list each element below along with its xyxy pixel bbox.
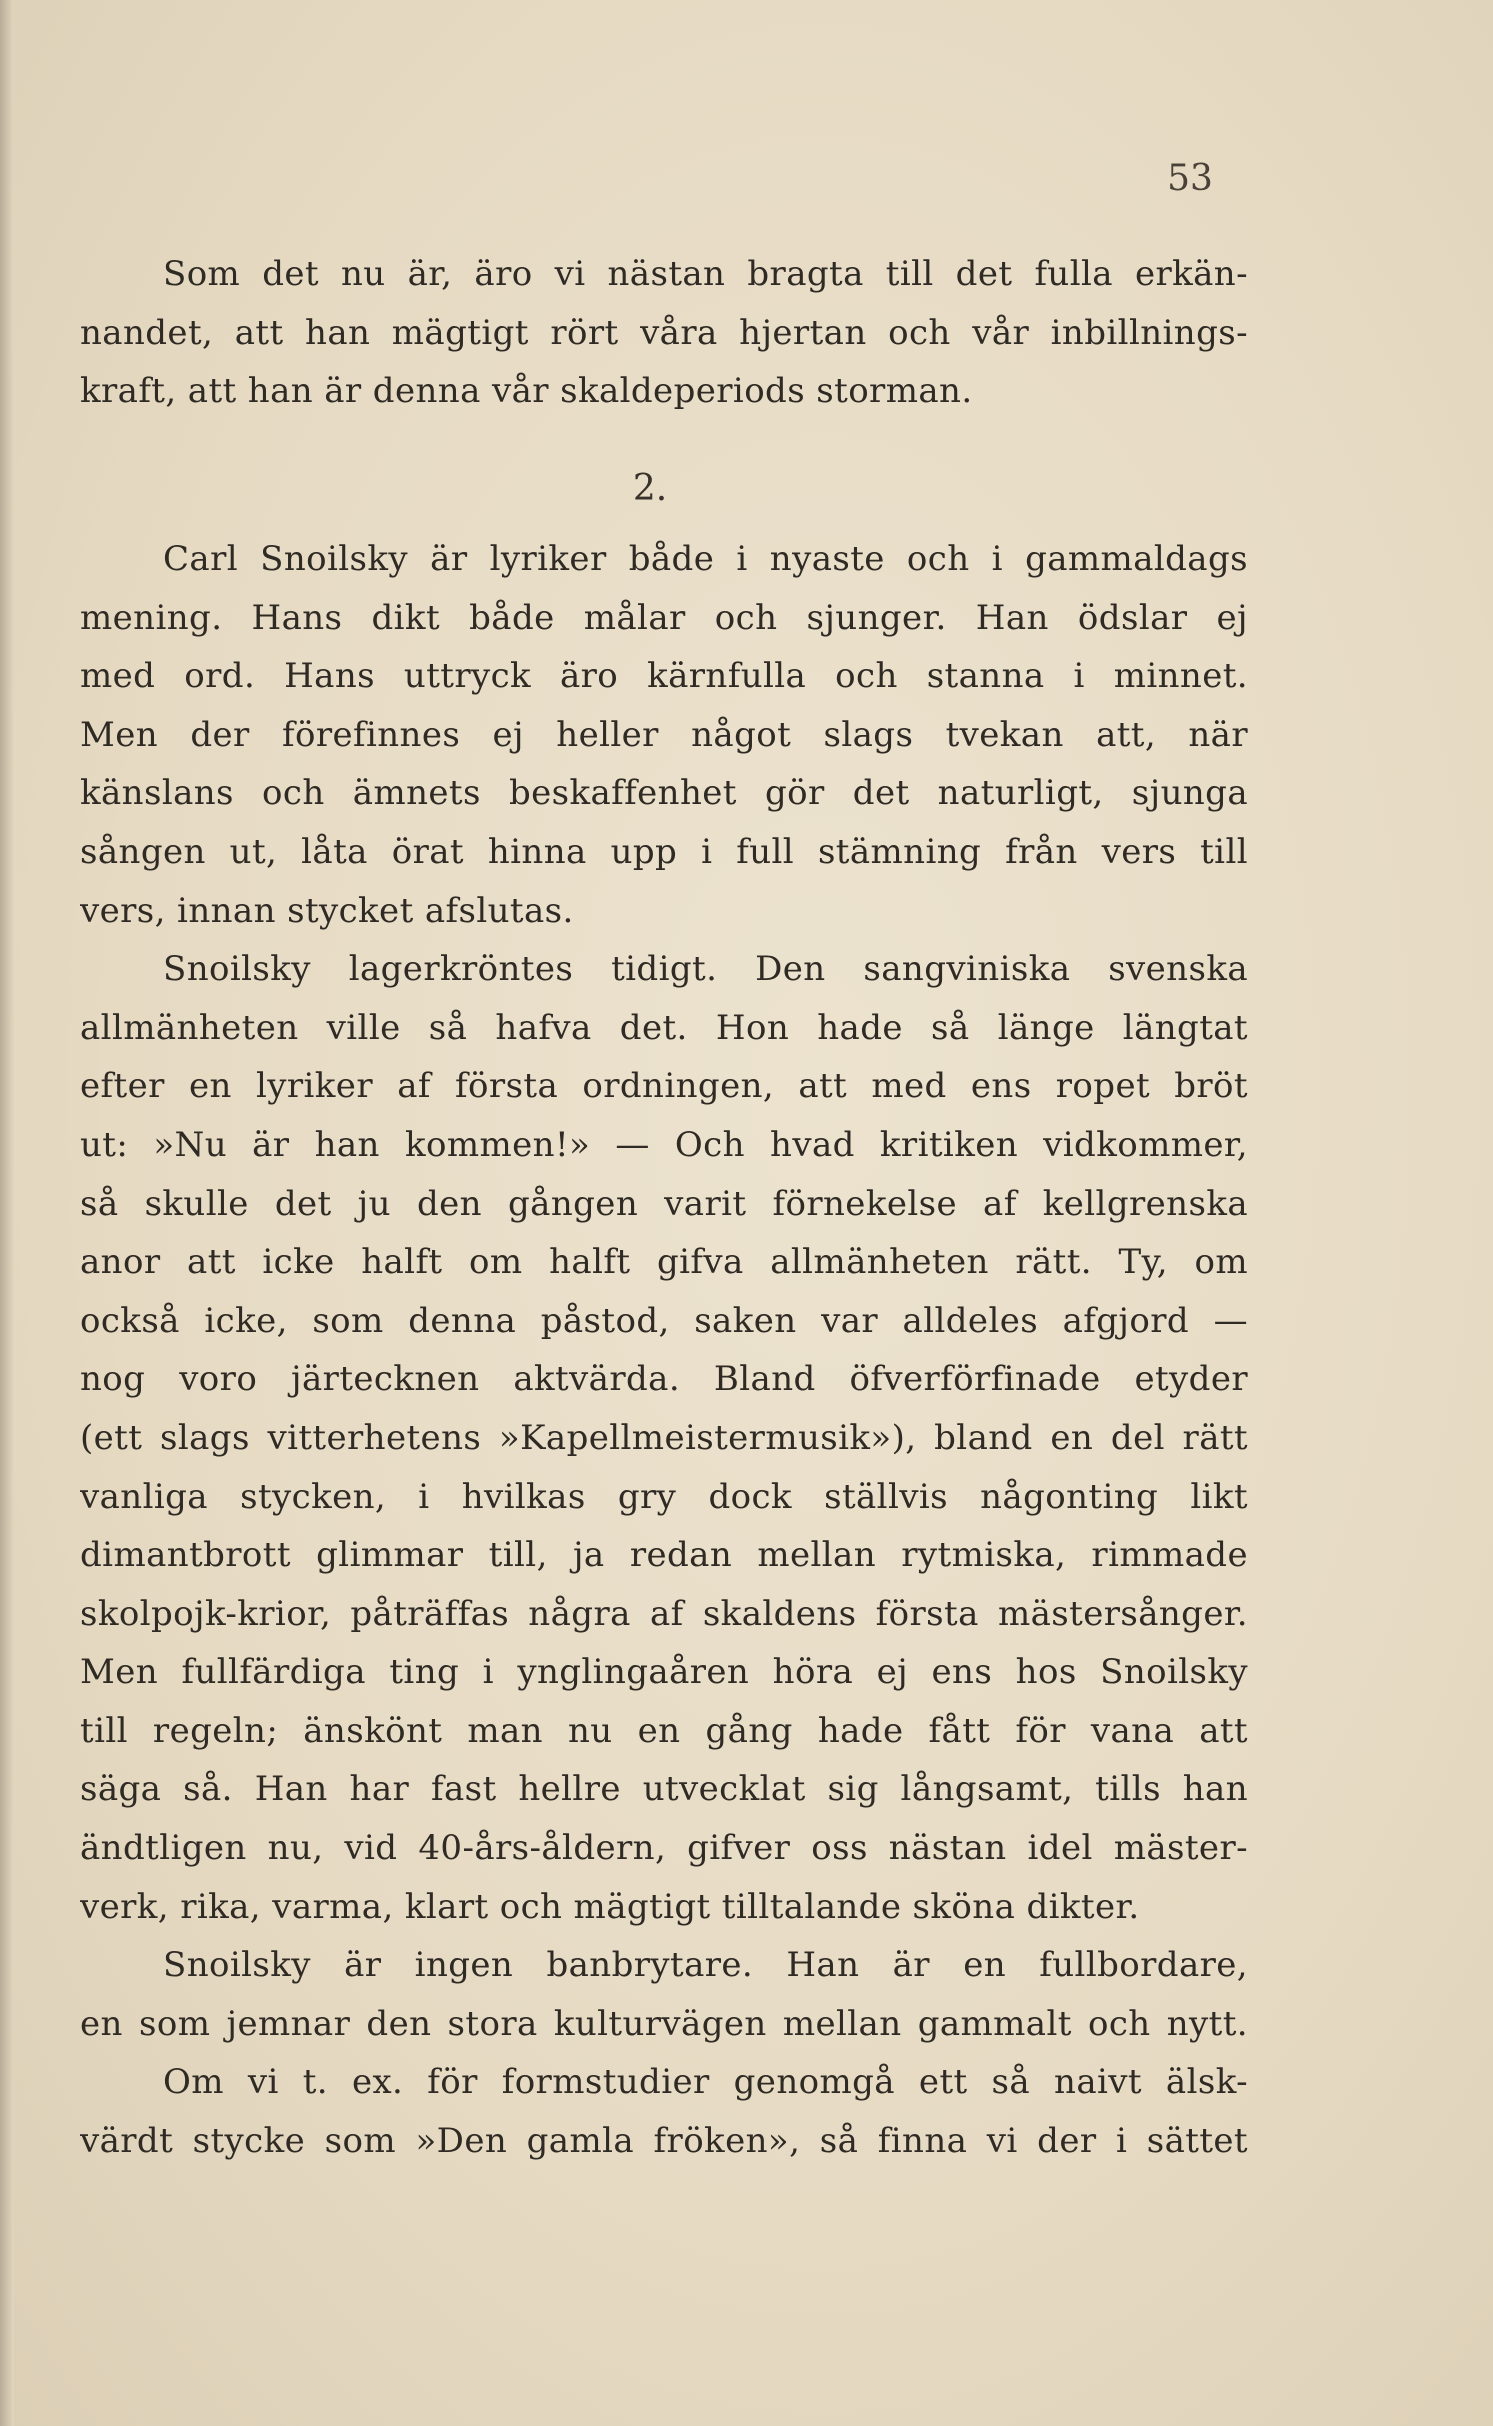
text-line: Carl Snoilsky är lyriker både i nyaste och i gammaldags [163,539,1248,579]
text-line: också icke, som denna påstod, saken var alldeles afgjord — [80,1300,1248,1341]
text-line: Men fullfärdiga ting i ynglingaåren höra ej ens hos Snoilsky [80,1652,1248,1693]
text-line: ut: »Nu är han kommen!» — Och hvad kritiken vidkommer, [80,1124,1248,1165]
text-line: känslans och ämnets beskaffenhet gör det naturligt, sjunga [80,773,1248,814]
section-number: 2. [632,468,668,509]
text-line: kraft, att han är denna vår skaldeperiods storman. [80,371,973,412]
text-line: ändtligen nu, vid 40-års-åldern, gifver oss nästan idel mäster- [80,1828,1248,1869]
page-edge [0,0,14,2426]
text-line: efter en lyriker af första ordningen, att med ens ropet bröt [80,1066,1248,1107]
text-line: så skulle det ju den gången varit förnekelse af kellgrenska [80,1183,1248,1224]
text-line: mening. Hans dikt både målar och sjunger. Han ödslar ej [80,597,1248,638]
text-line: vanliga stycken, i hvilkas gry dock ställvis någonting likt [80,1476,1248,1517]
text-line: värdt stycke som »Den gamla fröken», så finna vi der i sättet [80,2121,1248,2162]
opening-paragraph [80,245,1248,421]
section-body [80,530,1248,2171]
page-number: 53 [1167,158,1213,199]
text-line: dimantbrott glimmar till, ja redan mellan rytmiska, rimmade [80,1535,1248,1576]
text-line: till regeln; änskönt man nu en gång hade fått för vana att [80,1710,1248,1751]
text-line: säga så. Han har fast hellre utvecklat sig långsamt, tills han [80,1769,1248,1810]
text-line: vers, innan stycket afslutas. [80,890,574,931]
text-line: sången ut, låta örat hinna upp i full stämning från vers till [80,831,1248,872]
text-line: allmänheten ville så hafva det. Hon hade så länge längtat [80,1007,1248,1048]
text-line: med ord. Hans uttryck äro kärnfulla och stanna i minnet. [80,656,1248,697]
text-line: anor att icke halft om halft gifva allmänheten rätt. Ty, om [80,1242,1248,1283]
text-line: Snoilsky är ingen banbrytare. Han är en fullbordare, [163,1945,1248,1986]
text-line: nog voro järtecknen aktvärda. Bland öfverförfinade etyder [80,1359,1248,1400]
text-line: Om vi t. ex. för formstudier genomgå ett så naivt älsk- [163,2062,1248,2103]
text-line: (ett slags vitterhetens »Kapellmeistermusik»), bland en del rätt [80,1417,1248,1458]
text-line: Men der förefinnes ej heller något slags tvekan att, när [80,714,1248,755]
text-line: en som jemnar den stora kulturvägen mellan gammalt och nytt. [80,2003,1248,2044]
text-line: Snoilsky lagerkröntes tidigt. Den sangviniska svenska [163,949,1248,990]
text-line: skolpojk-krior, påträffas några af skaldens första mästersånger. [80,1593,1248,1634]
text-line: Som det nu är, äro vi nästan bragta till det fulla erkän- [163,254,1248,294]
text-line: verk, rika, varma, klart och mägtigt tilltalande sköna dikter. [80,1886,1140,1927]
text-line: nandet, att han mägtigt rört våra hjertan och vår inbillnings- [80,312,1248,353]
